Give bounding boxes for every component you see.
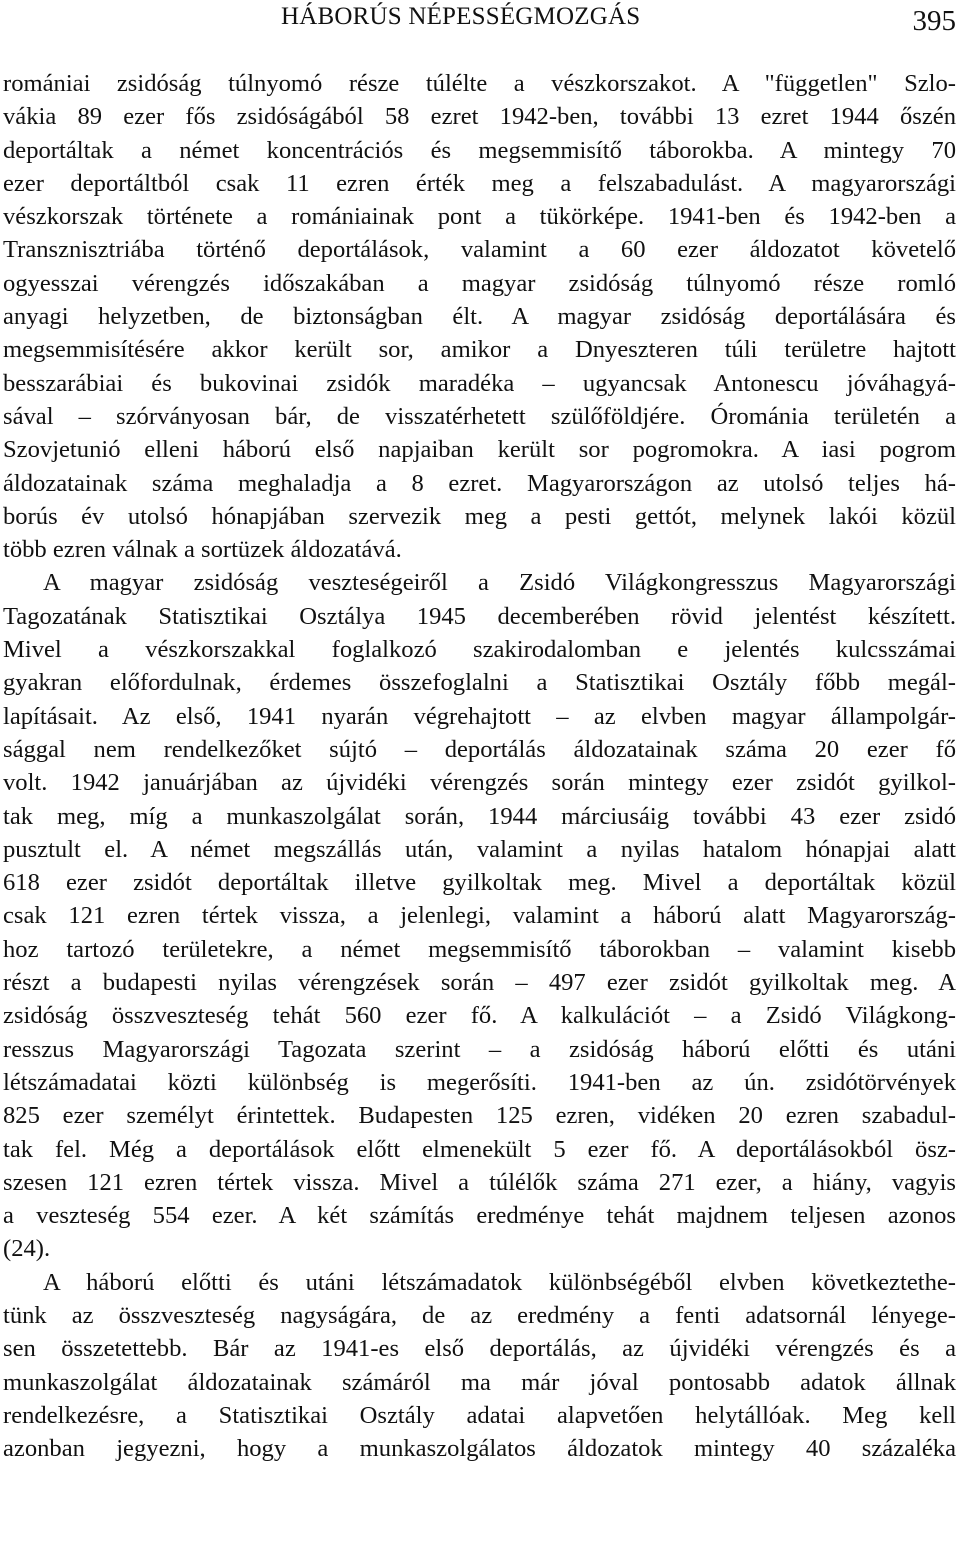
text-line: 618 ezer zsidót deportáltak illetve gyilkoltak meg. Mivel a deportáltak közül [3, 869, 956, 897]
text-line: pusztult el. A német megszállás után, valamint a nyilas hatalom hónapjai alatt [3, 835, 956, 863]
text-line: tak meg, míg a munkaszolgálat során, 1944 márciusáig további 43 ezer zsidó [3, 802, 956, 830]
page-header [0, 0, 960, 40]
text-line: anyagi helyzetben, de biztonságban élt. A magyar zsidóság deportálására és [3, 303, 956, 331]
text-line: 825 ezer személyt érintettek. Budapesten 125 ezren, vidéken 20 ezren szabadul- [3, 1102, 956, 1130]
text-line: vészkorszak története a romániainak pont a tükörképe. 1941-ben és 1942-ben a [3, 203, 956, 231]
text-line: vákia 89 ezer fős zsidóságából 58 ezret 1942-ben, további 13 ezret 1944 őszén [3, 103, 956, 131]
text-line: azonban jegyezni, hogy a munkaszolgálatos áldozatok mintegy 40 százaléka [3, 1435, 956, 1463]
text-line: tak fel. Még a deportálások előtt elmenekült 5 ezer fő. A deportálásokból ösz- [3, 1135, 956, 1163]
text-line: részt a budapesti nyilas vérengzések során – 497 ezer zsidót gyilkoltak meg. A [3, 969, 956, 997]
text-line: ezer deportáltból csak 11 ezren érték meg a felszabadulást. A magyarországi [3, 169, 956, 197]
text-line: Transznisztriába történő deportálások, valamint a 60 ezer áldozatot követelő [3, 236, 956, 264]
text-line: szesen 121 ezren tértek vissza. Mivel a túlélők száma 271 ezer, a hiány, vagyis [3, 1168, 956, 1196]
text-line: resszus Magyarországi Tagozata szerint – a zsidóság háború előtti és utáni [3, 1035, 956, 1063]
text-line: Mivel a vészkorszakkal foglalkozó szakirodalomban e jelentés kulcsszámai [3, 636, 956, 664]
text-line: több ezren válnak a sortüzek áldozatává. [3, 536, 402, 564]
text-line: (24). [3, 1235, 51, 1263]
text-line: áldozatainak száma meghaladja a 8 ezret. Magyarországon az utolsó teljes há- [3, 469, 956, 497]
text-line: Tagozatának Statisztikai Osztálya 1945 decemberében rövid jelentést készített. [3, 602, 956, 630]
text-line: A háború előtti és utáni létszámadatok különbségéből elvben következtethe- [43, 1268, 956, 1296]
text-line: volt. 1942 januárjában az újvidéki vérengzés során mintegy ezer zsidót gyilkol- [3, 769, 956, 797]
text-line: gyakran előfordulnak, érdemes összefoglalni a Statisztikai Osztály főbb megál- [3, 669, 956, 697]
text-line: romániai zsidóság túlnyomó része túlélte a vészkorszakot. A "független" Szlo- [3, 70, 956, 97]
text-line: megsemmisítésére akkor került sor, amikor a Dnyeszteren túli területre hajtott [3, 336, 956, 364]
text-line: sággal nem rendelkezőket sújtó – deportálás áldozatainak száma 20 ezer fő [3, 735, 956, 763]
text-line: borús év utolsó hónapjában szervezik meg a pesti gettót, melynek lakói közül [3, 502, 956, 530]
text-line: sen összetettebb. Bár az 1941-es első deportálás, az újvidéki vérengzés és a [3, 1335, 956, 1363]
text-line: tünk az összveszteség nagyságára, de az eredmény a fenti adatsornál lényege- [3, 1301, 956, 1329]
text-line: A magyar zsidóság veszteségeiről a Zsidó Világkongresszus Magyarországi [43, 569, 956, 597]
text-line: Szovjetunió elleni háború első napjaiban került sor pogromokra. A iasi pogrom [3, 436, 956, 464]
text-line: zsidóság összveszteség tehát 560 ezer fő. A kalkulációt – a Zsidó Világkong- [3, 1002, 956, 1030]
text-line: sával – szórványosan bár, de visszatérhetett szülőföldjére. Órománia területén a [3, 402, 956, 430]
text-line: csak 121 ezren tértek vissza, a jelenlegi, valamint a háború alatt Magyarország- [3, 902, 956, 930]
body-text [0, 67, 960, 1465]
text-line: a veszteség 554 ezer. A két számítás eredménye tehát majdnem teljesen azonos [3, 1202, 956, 1230]
text-line: létszámadatai közti különbség is megerősíti. 1941-ben az ún. zsidótörvények [3, 1068, 956, 1096]
text-line: ogyesszai vérengzés időszakában a magyar zsidóság túlnyomó része romló [3, 269, 956, 297]
running-head: HÁBORÚS NÉPESSÉGMOZGÁS [281, 3, 641, 30]
text-line: rendelkezésre, a Statisztikai Osztály adatai alapvetően helytállóak. Meg kell [3, 1401, 956, 1429]
text-line: hoz tartozó területekre, a német megsemmisítő táborokban – valamint kisebb [3, 935, 956, 963]
text-line: lapításait. Az első, 1941 nyarán végrehajtott – az elvben magyar állampolgár- [3, 702, 956, 730]
page-number: 395 [912, 5, 956, 37]
text-line: munkaszolgálat áldozatainak számáról ma már jóval pontosabb adatok állnak [3, 1368, 956, 1396]
text-line: besszarábiai és bukovinai zsidók maradéka – ugyancsak Antonescu jóváhagyá- [3, 369, 956, 397]
text-line: deportáltak a német koncentrációs és megsemmisítő táborokba. A mintegy 70 [3, 136, 956, 164]
